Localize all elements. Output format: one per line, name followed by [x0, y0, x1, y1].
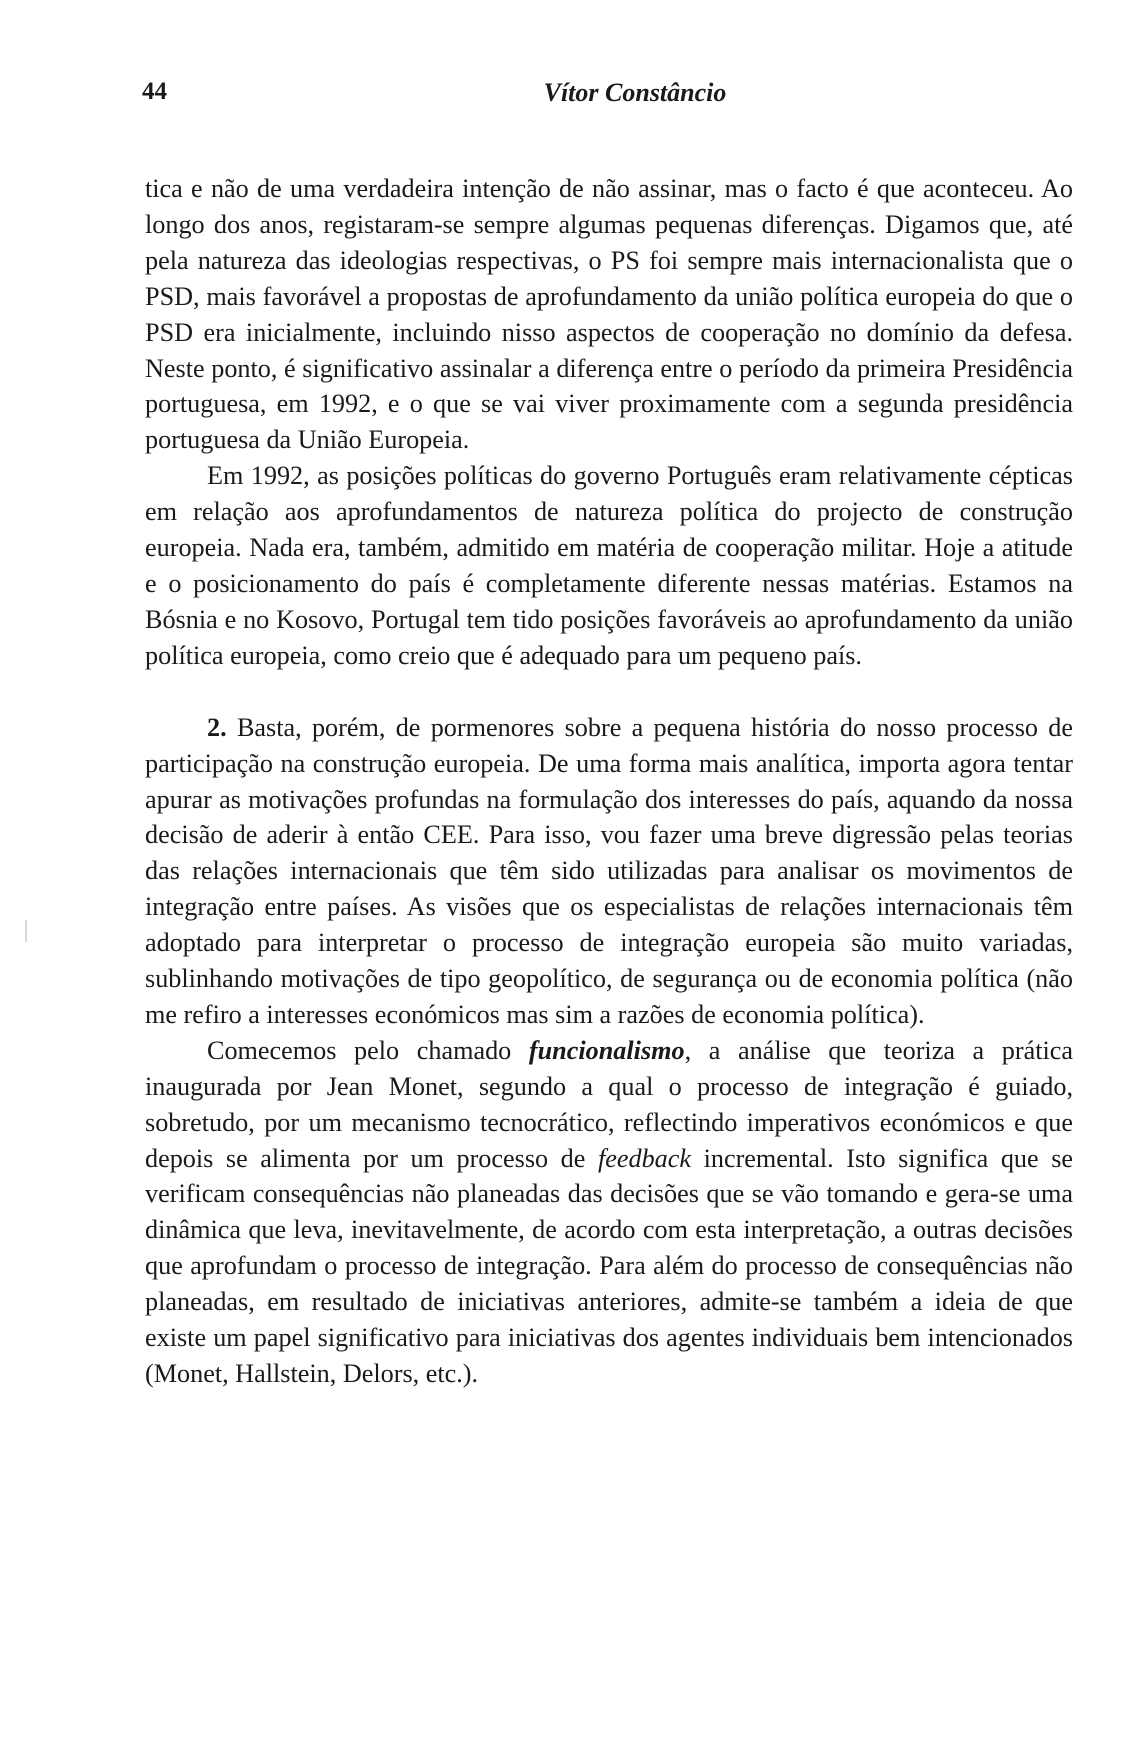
running-head-author: Vítor Constâncio [543, 78, 727, 107]
body-text [145, 171, 1073, 1392]
term-feedback: feedback [597, 1143, 692, 1173]
section-number: 2. [207, 712, 227, 742]
paragraph-4-text-c: incremental. Isto significa que se verificam consequências não planeadas das decisões que se vão tomando e gera-se uma dinâmica que leva, inevitavelmente, de acordo com esta interpretação, a outras decisões que aprofundam o processo de integração. Para além do processo de consequências não planeadas, em resultado de iniciativas anteriores, admite-se também a ideia de que existe um papel significativo para iniciativas dos agentes individuais bem intencionados (Monet, Hallstein, Delors, etc.). [145, 1143, 1074, 1388]
term-funcionalismo: funcionalismo [528, 1035, 685, 1065]
page-number: 44 [142, 78, 167, 105]
paragraph-3-text: Basta, porém, de pormenores sobre a pequena história do nosso processo de participação na construção europeia. De uma forma mais analítica, importa agora tentar apurar as motivações profundas na formulação dos interesses do país, aquando da nossa decisão de aderir à então CEE. Para isso, vou fazer uma breve digressão pelas teorias das relações internacionais que têm sido utilizadas para analisar os movimentos de integração entre países. As visões que os especialistas de relações internacionais têm adoptado para interpretar o processo de integração europeia são muito variadas, sublinhando motivações de tipo geopolítico, de segurança ou de economia política (não me refiro a interesses económicos mas sim a razões de economia política). [145, 712, 1074, 1029]
paragraph-4 [145, 1033, 1073, 1392]
page-header [140, 78, 1070, 118]
paragraph-4-text-a: Comecemos pelo chamado [207, 1035, 512, 1065]
paragraph-4-text-b: , a análise que teoriza a prática inaugurada por Jean Monet, segundo a qual o processo de integração é guiado, sobretudo, por um mecanismo tecnocrático, reflectindo imperativos económicos e que depois se alimenta por um processo de [145, 1035, 1074, 1173]
paragraph-3 [145, 710, 1073, 1033]
paragraph-2: Em 1992, as posições políticas do governo Português eram relativamente cépticas em relação aos aprofundamentos de natureza política do projecto de construção europeia. Nada era, também, admitido em matéria de cooperação militar. Hoje a atitude e o posicionamento do país é completamente diferente nessas matérias. Estamos na Bósnia e no Kosovo, Portugal tem tido posições favoráveis ao aprofundamento da união política europeia, como creio que é adequado para um pequeno país. [145, 461, 1073, 670]
paragraph-1: tica e não de uma verdadeira intenção de não assinar, mas o facto é que aconteceu. Ao longo dos anos, registaram-se sempre algumas pequenas diferenças. Digamos que, até pela natureza das ideologias respectivas, o PS foi sempre mais internacionalista que o PSD, mais favorável a propostas de aprofundamento da união política europeia do que o PSD era inicialmente, incluindo nisso aspectos de cooperação no domínio da defesa. Neste ponto, é significativo assinalar a diferença entre o período da primeira Presidência portuguesa, em 1992, e o que se vai viver proximamente com a segunda presidência portuguesa da União Europeia. [145, 174, 1073, 455]
scan-margin-mark [25, 920, 27, 942]
